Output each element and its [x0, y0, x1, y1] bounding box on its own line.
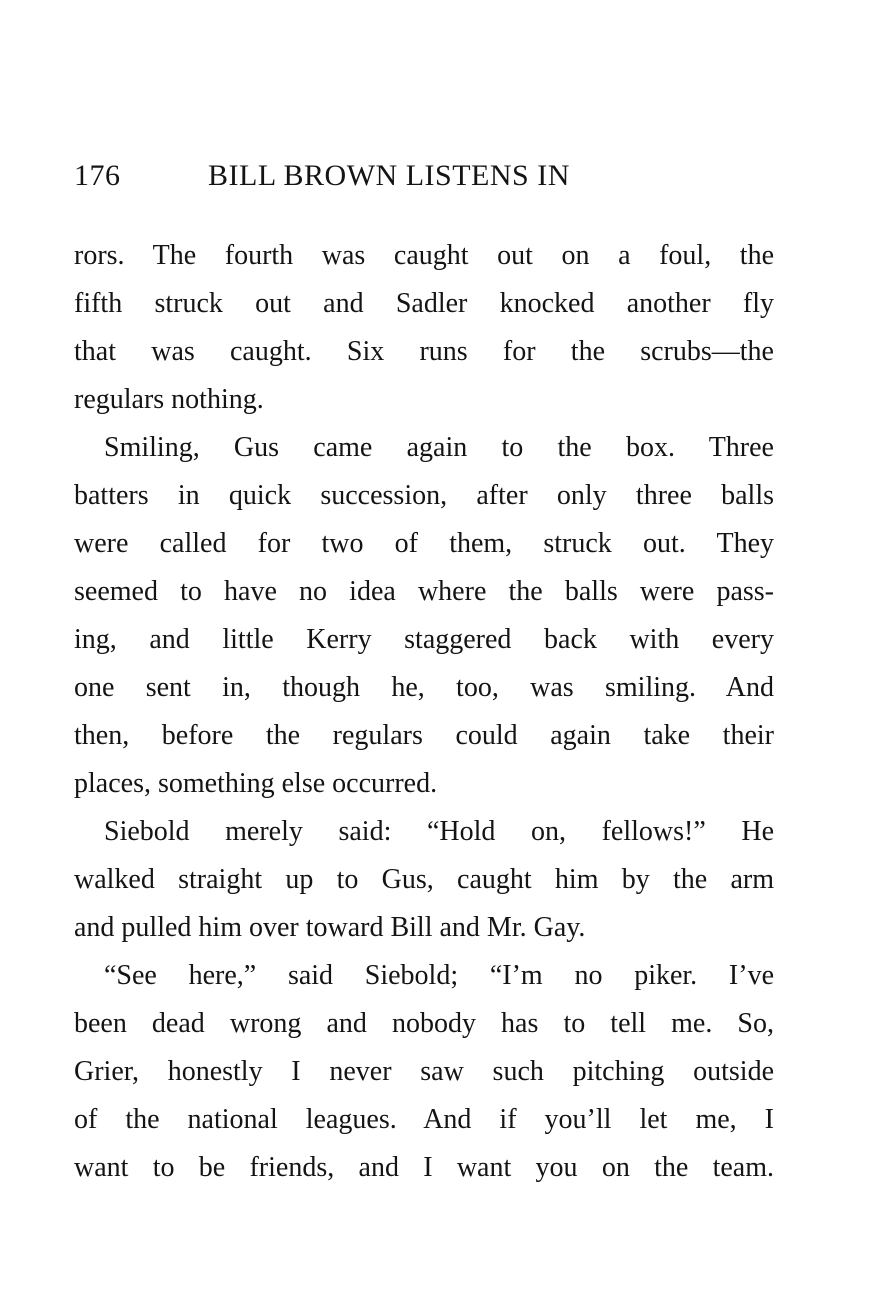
text-line: rors. The fourth was caught out on a foul, the: [74, 240, 774, 271]
text-line: batters in quick succession, after only three balls: [74, 480, 774, 511]
text-line: seemed to have no idea where the balls were pass-: [74, 576, 774, 607]
body-text: [74, 232, 774, 1192]
paragraph-4: [74, 952, 774, 1192]
text-line: of the national leagues. And if you’ll let me, I: [74, 1104, 774, 1135]
paragraph-2: [74, 424, 774, 808]
paragraph-3: [74, 808, 774, 952]
text-line: Siebold merely said: “Hold on, fellows!” He: [104, 816, 774, 847]
running-head: [74, 154, 774, 198]
text-line: places, something else occurred.: [74, 768, 438, 799]
text-line: want to be friends, and I want you on the team.: [74, 1152, 774, 1183]
text-line: been dead wrong and nobody has to tell me. So,: [74, 1008, 774, 1039]
page-number: 176: [74, 159, 121, 192]
text-line: one sent in, though he, too, was smiling. And: [74, 672, 774, 703]
text-line: and pulled him over toward Bill and Mr. Gay.: [74, 912, 586, 943]
text-line: that was caught. Six runs for the scrubs—the: [74, 336, 774, 367]
text-line: Smiling, Gus came again to the box. Three: [104, 432, 774, 463]
running-title: BILL BROWN LISTENS IN: [208, 159, 570, 192]
text-line: fifth struck out and Sadler knocked another fly: [74, 288, 774, 319]
text-line: ing, and little Kerry staggered back with every: [74, 624, 774, 655]
text-line: walked straight up to Gus, caught him by the arm: [74, 864, 774, 895]
text-line: Grier, honestly I never saw such pitching outside: [74, 1056, 774, 1087]
text-line: then, before the regulars could again take their: [74, 720, 774, 751]
text-line: were called for two of them, struck out. They: [74, 528, 774, 559]
text-line: “See here,” said Siebold; “I’m no piker. I’ve: [104, 960, 774, 991]
text-line: regulars nothing.: [74, 384, 264, 415]
paragraph-1: [74, 232, 774, 424]
